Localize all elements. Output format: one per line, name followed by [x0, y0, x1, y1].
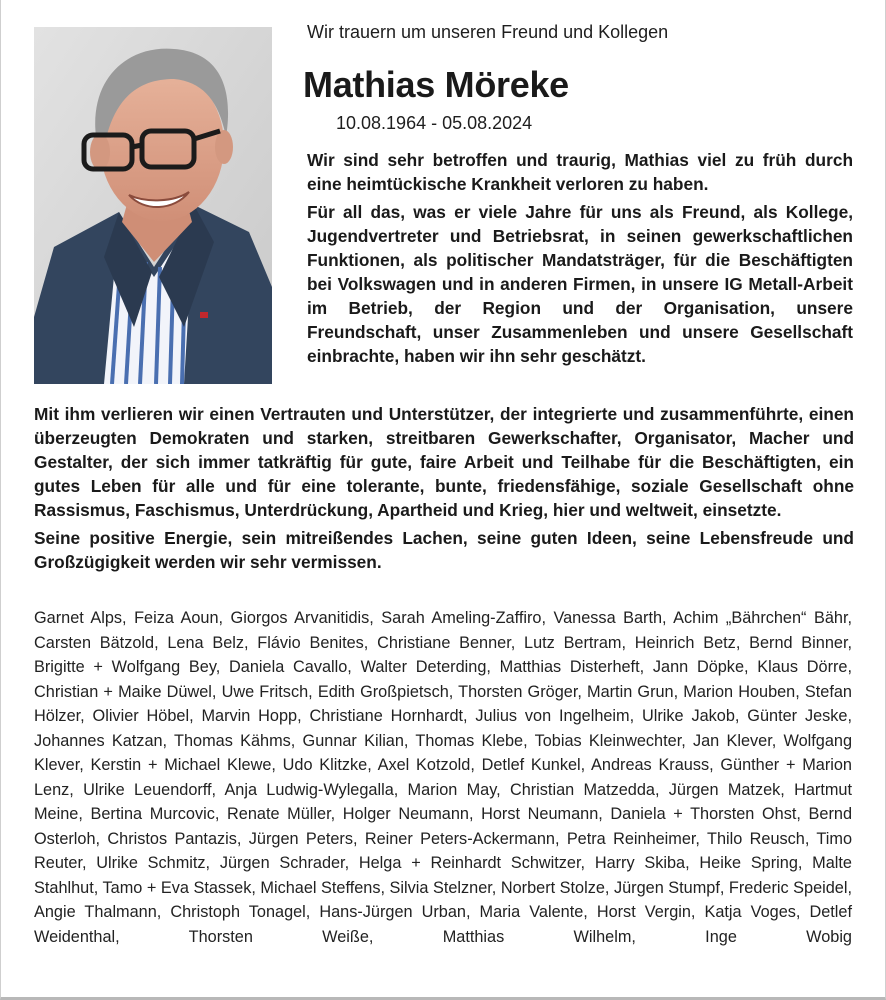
intro-line: Wir trauern um unseren Freund und Kollegen: [307, 22, 669, 42]
tribute-paragraph-4: Seine positive Energie, sein mitreißendes Lachen, seine guten Ideen, seine Lebensfreude und Großzügigkeit werden wir sehr vermissen.: [34, 528, 854, 572]
tribute-paragraph-3: Mit ihm verlieren wir einen Vertrauten und Unterstützer, der integrierte und zusammenführte, einen überzeugten Demokraten und starken, streitbaren Gewerkschafter, Organisator, Macher und Gestalter, der sich immer tatkräftig für gute, faire Arbeit und Teilhabe für die Beschäftigten, ein gutes Leben für alle und für eine tolerante, bunte, friedensfähige, soziale Gesellschaft ohne Rassismus, Faschismus, Unterdrückung, Apartheid und Krieg, hier und weltweit, einsetzte.: [34, 404, 854, 520]
tribute-paragraph-1: Wir sind sehr betroffen und traurig, Mathias viel zu früh durch eine heimtückische Krankheit verloren zu haben.: [307, 150, 853, 194]
tribute-text-full: [34, 402, 854, 578]
tribute-text-right: [307, 148, 853, 372]
portrait-photo-icon: [34, 27, 272, 384]
life-dates: 10.08.1964 - 05.08.2024: [336, 113, 533, 133]
tribute-paragraph-2: Für all das, was er viele Jahre für uns als Freund, als Kollege, Jugendvertreter und Betriebsrat, in seinen gewerkschaftlichen Funktionen, als politischer Mandatsträger, für die Beschäftigten bei Volkswagen und in anderen Firmen, in unsere IG Metall-Arbeit im Betrieb, der Region und der Organisation, unsere Freundschaft, unser Zusammenleben und unsere Gesellschaft einbrachte, haben wir ihn sehr geschätzt.: [307, 202, 853, 366]
signatories-list: Garnet Alps, Feiza Aoun, Giorgos Arvanitidis, Sarah Ameling-Zaffiro, Vanessa Barth, Achim „Bährchen“ Bähr, Carsten Bätzold, Lena Belz, Flávio Benites, Christiane Benner, Lutz Bertram, Heinrich Betz, Bernd Binner, Brigitte + Wolfgang Bey, Daniela Cavallo, Walter Deterding, Matthias Disterheft, Jann Döpke, Klaus Dörre, Christian + Maike Düwel, Uwe Fritsch, Edith Großpietsch, Thorsten Gröger, Martin Grun, Marion Houben, Stefan Hölzer, Olivier Höbel, Marvin Hopp, Christiane Hornhardt, Julius von Ingelheim, Ulrike Jakob, Günter Jeske, Johannes Katzan, Thomas Kähms, Gunnar Kilian, Thomas Klebe, Tobias Kleinwechter, Jan Klever, Wolfgang Klever, Kerstin + Michael Klewe, Udo Klitzke, Axel Kotzold, Detlef Kunkel, Andreas Krauss, Günther + Marion Lenz, Ulrike Leuendorff, Anja Ludwig-Wylegalla, Marion May, Christian Matzedda, Jürgen Matzek, Hartmut Meine, Bertina Murcovic, Renate Müller, Holger Neumann, Horst Neumann, Daniela + Thorsten Ohst, Bernd Osterloh, Christos Pantazis, Jürgen Peters, Reiner Peters-Ackermann, Petra Reinheimer, Thilo Reusch, Timo Reuter, Ulrike Schmitz, Jürgen Schrader, Helga + Reinhardt Schwitzer, Harry Skiba, Heike Spring, Malte Stahlhut, Tamo + Eva Stassek, Michael Steffens, Silvia Stelzner, Norbert Stolze, Jürgen Stumpf, Frederic Speidel, Angie Thalmann, Christoph Tonagel, Hans-Jürgen Urban, Maria Valente, Horst Vergin, Katja Voges, Detlef Weidenthal, Thorsten Weiße, Matthias Wilhelm, Inge Wobig: [34, 609, 852, 946]
deceased-name: Mathias Möreke: [303, 64, 569, 105]
portrait-photo: [34, 27, 272, 384]
